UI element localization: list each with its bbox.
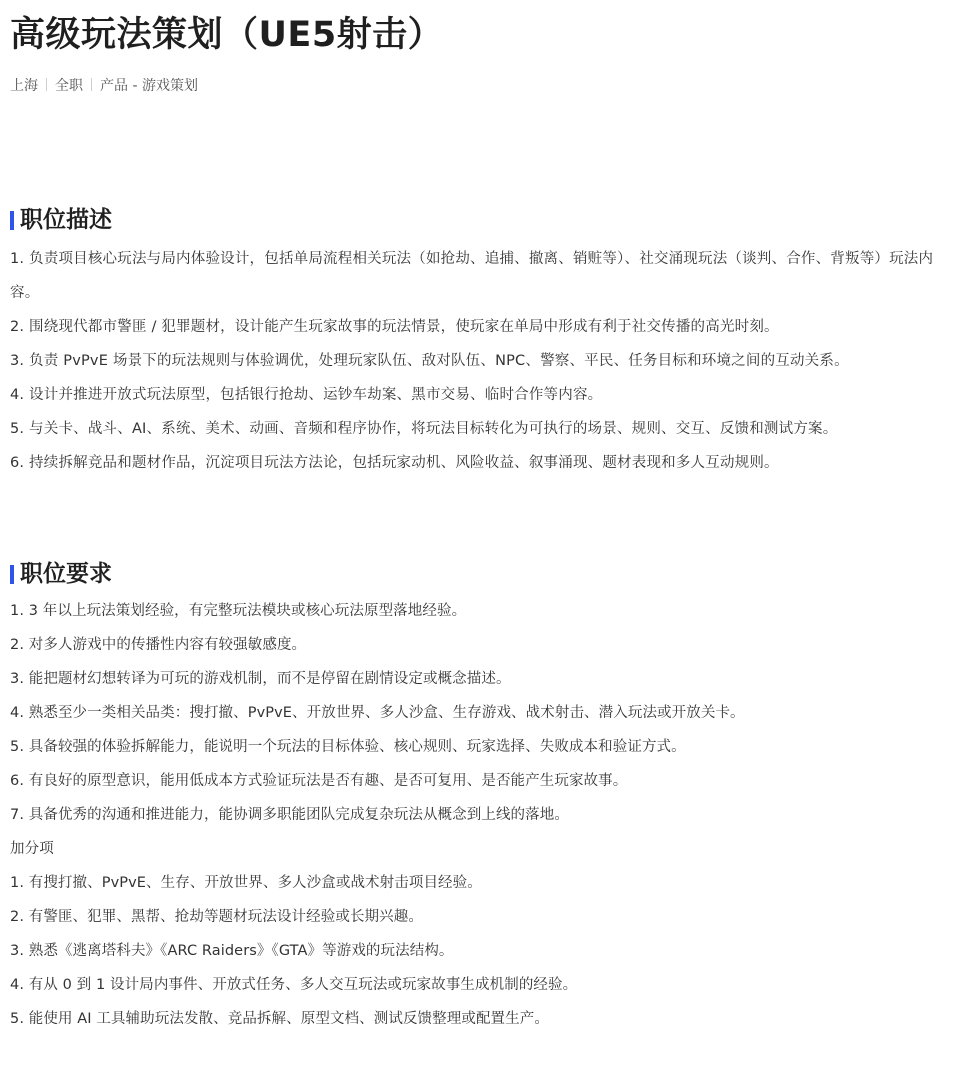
description-item: 3. 负责 PvPvE 场景下的玩法规则与体验调优，处理玩家队伍、敌对队伍、NPC、警察、平民、任务目标和环境之间的互动关系。 [10,353,849,369]
description-item: 6. 持续拆解竞品和题材作品，沉淀项目玩法方法论，包括玩家动机、风险收益、叙事涌现、题材表现和多人互动规则。 [10,455,779,471]
meta-divider [46,78,47,91]
meta-divider [91,78,92,91]
job-requirements-section [10,554,950,1036]
job-category: 产品 - 游戏策划 [100,78,198,94]
section-accent-bar [10,211,14,230]
description-item: 4. 设计并推进开放式玩法原型，包括银行抢劫、运钞车劫案、黑市交易、临时合作等内容。 [10,387,603,403]
bonus-list [10,866,950,1036]
description-item: 2. 围绕现代都市警匪 / 犯罪题材，设计能产生玩家故事的玩法情景，使玩家在单局中形成有利于社交传播的高光时刻。 [10,319,779,335]
requirement-item: 7. 具备优秀的沟通和推进能力，能协调多职能团队完成复杂玩法从概念到上线的落地。 [10,807,569,823]
section-header [10,554,950,594]
job-type: 全职 [55,78,83,94]
section-title-description: 职位描述 [20,207,112,233]
bonus-item: 1. 有搜打撤、PvPvE、生存、开放世界、多人沙盒或战术射击项目经验。 [10,875,482,891]
bonus-item: 4. 有从 0 到 1 设计局内事件、开放式任务、多人交互玩法或玩家故事生成机制的经验。 [10,977,578,993]
bonus-item: 3. 熟悉《逃离塔科夫》《ARC Raiders》《GTA》等游戏的玩法结构。 [10,943,454,959]
job-description-section [10,200,950,480]
requirement-item: 4. 熟悉至少一类相关品类：搜打撤、PvPvE、开放世界、多人沙盒、生存游戏、战术射击、潜入玩法或开放关卡。 [10,705,745,721]
description-list [10,242,950,480]
section-title-requirements: 职位要求 [20,561,112,587]
description-item: 1. 负责项目核心玩法与局内体验设计，包括单局流程相关玩法（如抢劫、追捕、撤离、销赃等）、社交涌现玩法（谈判、合作、背叛等）玩法内容。 [10,251,934,301]
bonus-item: 5. 能使用 AI 工具辅助玩法发散、竞品拆解、原型文档、测试反馈整理或配置生产。 [10,1011,549,1027]
section-accent-bar [10,565,14,584]
description-item: 5. 与关卡、战斗、AI、系统、美术、动画、音频和程序协作，将玩法目标转化为可执行的场景、规则、交互、反馈和测试方案。 [10,421,838,437]
job-title: 高级玩法策划（UE5射击） [10,15,444,55]
requirement-item: 3. 能把题材幻想转译为可玩的游戏机制，而不是停留在剧情设定或概念描述。 [10,671,511,687]
requirement-item: 6. 有良好的原型意识，能用低成本方式验证玩法是否有趣、是否可复用、是否能产生玩家故事。 [10,773,628,789]
bonus-item: 2. 有警匪、犯罪、黑帮、抢劫等题材玩法设计经验或长期兴趣。 [10,909,423,925]
requirement-item: 1. 3 年以上玩法策划经验，有完整玩法模块或核心玩法原型落地经验。 [10,603,467,619]
section-header [10,200,950,240]
bonus-label: 加分项 [10,841,54,857]
requirements-list [10,594,950,832]
job-meta [10,74,950,98]
requirement-item: 5. 具备较强的体验拆解能力，能说明一个玩法的目标体验、核心规则、玩家选择、失败成本和验证方式。 [10,739,686,755]
requirement-item: 2. 对多人游戏中的传播性内容有较强敏感度。 [10,637,307,653]
job-location: 上海 [10,78,38,94]
